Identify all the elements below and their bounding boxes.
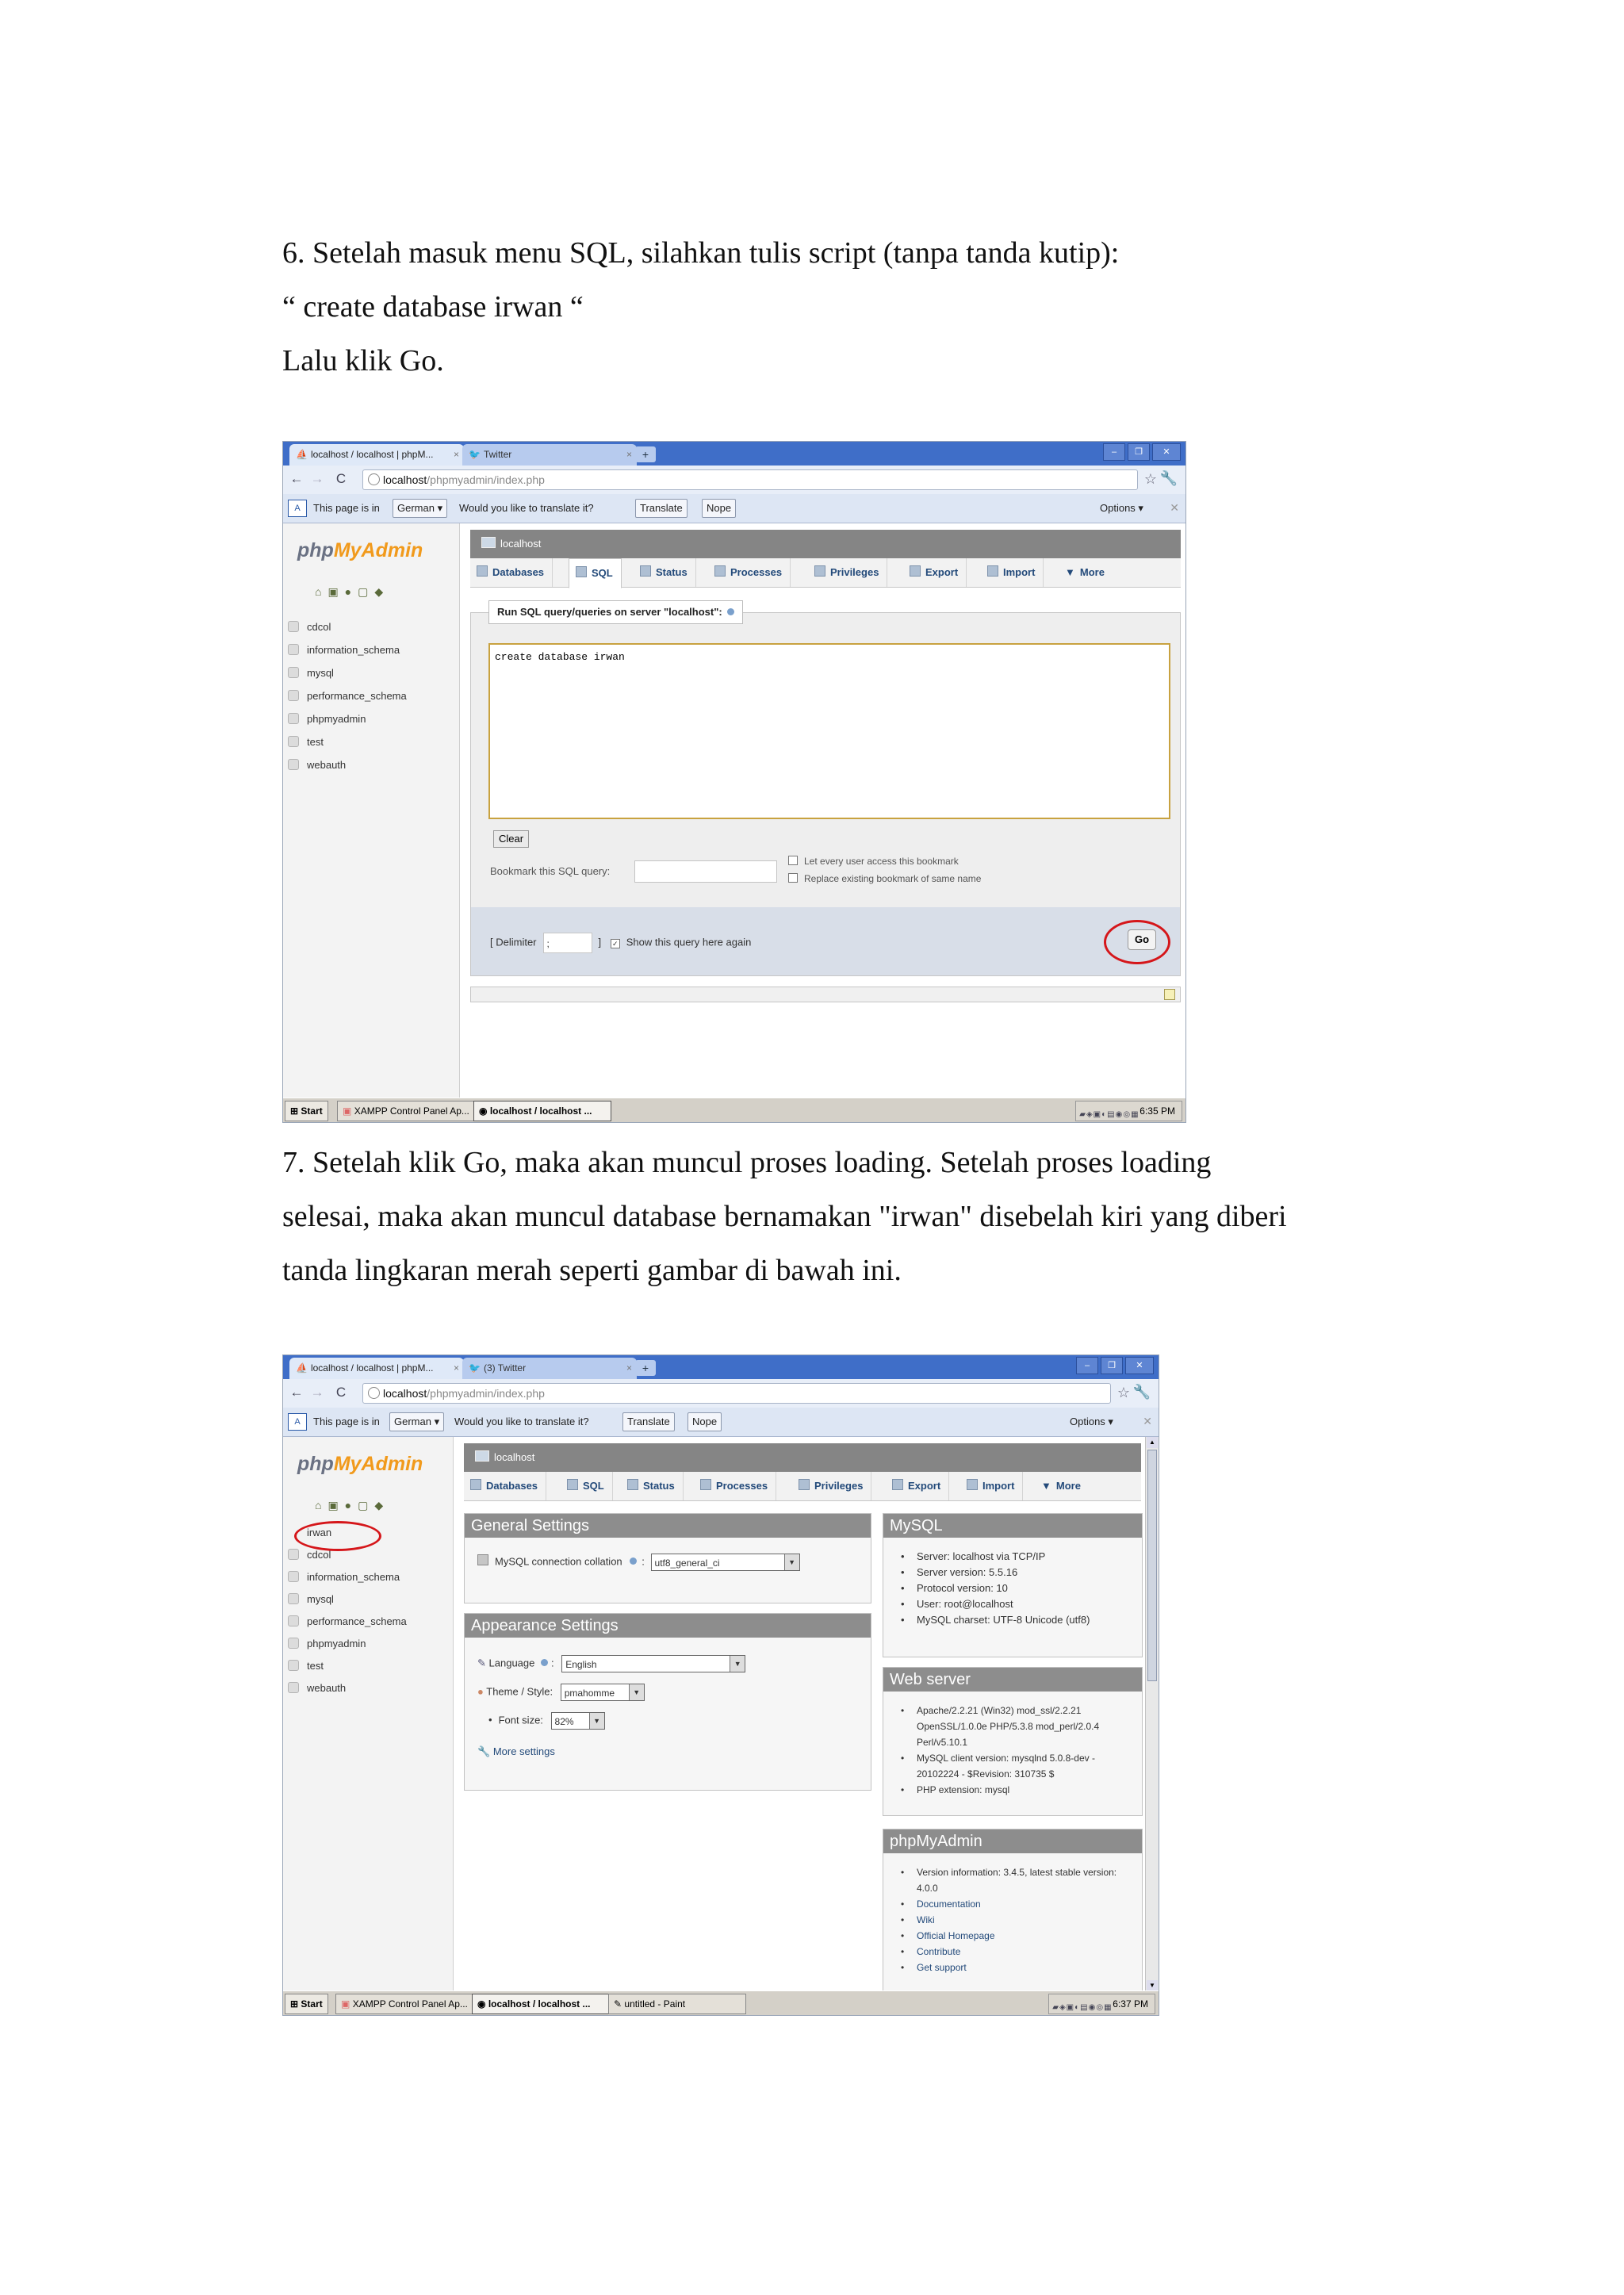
processes-icon xyxy=(714,565,726,577)
share-bookmark-checkbox[interactable] xyxy=(788,856,798,865)
reload-icon[interactable]: C xyxy=(335,471,347,486)
scroll-up-icon[interactable]: ▲ xyxy=(1147,1437,1158,1448)
collation-row: MySQL connection collation : utf8_general_ci ▼ xyxy=(477,1554,800,1571)
theme-row: ● Theme / Style: pmahomme ▼ xyxy=(477,1684,645,1701)
language-dropdown[interactable]: German ▾ xyxy=(389,1412,444,1431)
get-support-link[interactable]: • Get support xyxy=(901,1960,1134,1975)
chrome-icon: ◉ xyxy=(479,1105,488,1117)
minimize-icon[interactable]: – xyxy=(1103,443,1125,461)
tab-status[interactable]: Status xyxy=(621,1472,684,1500)
theme-select[interactable]: pmahomme ▼ xyxy=(561,1684,645,1701)
translate-button[interactable]: Translate xyxy=(622,1412,675,1431)
address-bar[interactable]: localhost/phpmyadmin/index.php xyxy=(362,469,1138,490)
windows-taskbar xyxy=(283,1990,1159,2015)
browser-tab-twitter[interactable]: 🐦 (3) Twitter × xyxy=(462,1358,637,1379)
databases-icon xyxy=(470,1479,481,1490)
translate-label: This page is in xyxy=(313,502,380,514)
phpmyadmin-page xyxy=(283,523,1185,1098)
options-dropdown[interactable]: Options ▾ xyxy=(1100,502,1143,514)
webserver-info-list xyxy=(901,1703,1134,1798)
databases-icon xyxy=(477,565,488,577)
notepad-icon[interactable] xyxy=(1164,989,1175,1000)
sidebar-db-item-irwan[interactable]: irwan xyxy=(307,1527,332,1538)
phpmyadmin-info-panel xyxy=(883,1829,1143,1997)
server-breadcrumb[interactable]: localhost xyxy=(464,1443,1141,1472)
phpmyadmin-info-list xyxy=(901,1864,1134,1975)
sidebar-db-item[interactable]: performance_schema xyxy=(288,1610,407,1632)
bookmark-star-icon[interactable]: ☆ xyxy=(1116,1385,1130,1400)
bookmark-star-icon[interactable]: ☆ xyxy=(1143,471,1157,487)
sidebar-toolbar-icons[interactable]: ⌂▣●▢◆ xyxy=(315,585,390,598)
twitter-bird-icon: 🐦 xyxy=(469,1362,481,1374)
help-icon[interactable] xyxy=(541,1659,548,1666)
page-info-icon xyxy=(368,1387,380,1399)
step6-instructions xyxy=(282,226,1392,388)
webserver-panel xyxy=(883,1667,1143,1816)
go-button[interactable]: Go xyxy=(1128,929,1156,950)
general-settings-panel xyxy=(464,1513,871,1603)
bookmark-label: Bookmark this SQL query: xyxy=(490,865,611,877)
scroll-down-icon[interactable]: ▼ xyxy=(1147,1980,1158,1991)
status-icon xyxy=(640,565,651,577)
mysql-title: MySQL xyxy=(883,1514,1142,1538)
webserver-info-item: • PHP extension: mysql xyxy=(901,1782,1134,1798)
sidebar-db-item[interactable]: cdcol xyxy=(288,1543,407,1565)
start-button[interactable]: ⊞ Start xyxy=(285,1101,328,1121)
phpmyadmin-page xyxy=(283,1437,1146,1991)
close-window-icon[interactable]: ✕ xyxy=(1152,443,1181,461)
translate-icon: A xyxy=(288,1413,307,1431)
tab-import[interactable]: Import xyxy=(960,1472,1023,1500)
show-query-checkbox[interactable]: ✓ xyxy=(611,939,620,948)
phpmyadmin-logo[interactable]: phpMyAdmin xyxy=(297,539,423,561)
clock: 6:35 PM xyxy=(1139,1105,1175,1117)
main-content xyxy=(464,1437,1141,1991)
wrench-small-icon: 🔧 xyxy=(477,1745,491,1757)
translate-label: This page is in xyxy=(313,1416,380,1427)
replace-bookmark-checkbox[interactable] xyxy=(788,873,798,883)
share-bookmark-checkbox-row[interactable]: Let every user access this bookmark xyxy=(788,856,959,867)
tab-databases[interactable]: Databases xyxy=(470,558,553,587)
browser-tabstrip xyxy=(283,442,1185,466)
step7-instructions xyxy=(282,1136,1392,1297)
database-icon xyxy=(288,644,299,655)
appearance-settings-title: Appearance Settings xyxy=(465,1614,871,1638)
back-arrow-icon[interactable]: ← xyxy=(289,1385,304,1400)
sidebar-db-item[interactable]: information_schema xyxy=(288,1565,407,1588)
page-info-icon xyxy=(368,473,380,485)
language-icon: ✎ xyxy=(477,1657,486,1669)
taskbar-item-browser[interactable]: ◉ localhost / localhost ... xyxy=(473,1101,611,1121)
reload-icon[interactable]: C xyxy=(335,1385,347,1400)
start-button[interactable]: ⊞ Start xyxy=(285,1994,328,2014)
page-scrollbar[interactable] xyxy=(1145,1437,1159,1991)
tab-status[interactable]: Status xyxy=(634,558,696,587)
translate-question: Would you like to translate it? xyxy=(454,1416,589,1427)
sidebar xyxy=(283,1437,454,1991)
sidebar-db-item[interactable]: phpmyadmin xyxy=(288,707,407,730)
go-bar xyxy=(470,907,1181,976)
sidebar-db-item[interactable]: performance_schema xyxy=(288,684,407,707)
privileges-icon xyxy=(814,565,825,577)
sidebar-db-item[interactable]: test xyxy=(288,1654,407,1676)
tab-more[interactable]: ▼ More xyxy=(1041,1480,1081,1492)
more-dropdown-icon: ▼ xyxy=(1065,566,1075,578)
database-icon xyxy=(288,1549,299,1560)
irwan-highlight-circle xyxy=(294,1521,381,1551)
language-row: ✎ Language : English ▼ xyxy=(477,1655,745,1672)
scrollbar-thumb[interactable] xyxy=(1147,1450,1157,1681)
tab-export[interactable]: Export xyxy=(903,558,967,587)
windows-logo-icon: ⊞ xyxy=(290,1105,299,1117)
database-icon xyxy=(288,1593,299,1604)
main-content xyxy=(470,523,1181,1098)
browser-tab-twitter[interactable]: 🐦 Twitter × xyxy=(462,444,637,466)
step7-line-1: 7. Setelah klik Go, maka akan muncul proses loading. Setelah proses loading xyxy=(282,1146,1212,1179)
clear-button[interactable]: Clear xyxy=(493,830,529,848)
replace-bookmark-checkbox-row[interactable]: Replace existing bookmark of same name xyxy=(788,873,981,884)
phpmyadmin-favicon-icon: ⛵ xyxy=(296,1362,308,1374)
minimize-icon[interactable]: – xyxy=(1076,1357,1098,1374)
tab-sql[interactable]: SQL xyxy=(561,1472,613,1500)
export-icon xyxy=(892,1479,903,1490)
processes-icon xyxy=(700,1479,711,1490)
tab-import[interactable]: Import xyxy=(981,558,1044,587)
step6-line-3: Lalu klik Go. xyxy=(282,344,444,377)
more-settings-row[interactable] xyxy=(477,1745,555,1758)
webserver-info-item: • Apache/2.2.21 (Win32) mod_ssl/2.2.21 OpenSSL/1.0.0e PHP/5.3.8 mod_perl/2.0.4 Perl/v5.10.1 xyxy=(901,1703,1134,1750)
infobar-close-icon[interactable]: ✕ xyxy=(1170,501,1179,514)
system-tray xyxy=(1048,1994,1155,2014)
tab-close-icon[interactable]: × xyxy=(626,449,632,460)
phpmyadmin-logo[interactable]: phpMyAdmin xyxy=(297,1453,423,1475)
database-icon xyxy=(288,667,299,678)
official-homepage-link[interactable]: • Official Homepage xyxy=(901,1928,1134,1944)
translate-icon: A xyxy=(288,500,307,517)
screenshot-database-created xyxy=(282,1354,1159,2016)
sidebar-db-item[interactable]: webauth xyxy=(288,1676,407,1699)
version-info: • Version information: 3.4.5, latest stable version: 4.0.0 xyxy=(901,1864,1134,1896)
infobar-close-icon[interactable]: ✕ xyxy=(1143,1415,1152,1427)
more-dropdown-icon: ▼ xyxy=(1041,1480,1051,1492)
sidebar-db-item[interactable]: phpmyadmin xyxy=(288,1632,407,1654)
sidebar-db-item[interactable]: cdcol xyxy=(288,615,407,638)
taskbar-item-paint[interactable]: ✎ untitled - Paint xyxy=(608,1994,746,2014)
tab-privileges[interactable]: Privileges xyxy=(792,1472,871,1500)
tray-icons[interactable]: ▰◈▣◐▤◉◎▦ xyxy=(1079,1110,1139,1119)
window-controls xyxy=(1074,1357,1154,1374)
server-icon xyxy=(475,1450,489,1462)
chrome-icon: ◉ xyxy=(477,1998,486,2010)
nope-button[interactable]: Nope xyxy=(702,499,736,518)
window-controls xyxy=(1101,443,1181,461)
taskbar-item-browser[interactable]: ◉ localhost / localhost ... xyxy=(472,1994,610,2014)
tab-sql[interactable]: SQL xyxy=(569,558,622,588)
database-icon xyxy=(288,621,299,632)
language-select[interactable]: English ▼ xyxy=(561,1655,745,1672)
tab-databases[interactable]: Databases xyxy=(464,1472,546,1500)
language-dropdown[interactable]: German ▾ xyxy=(393,499,447,518)
import-icon xyxy=(967,1479,978,1490)
browser-tabstrip xyxy=(283,1355,1159,1379)
documentation-link[interactable]: • Documentation xyxy=(901,1896,1134,1912)
restore-icon[interactable]: ❐ xyxy=(1101,1357,1123,1374)
wrench-icon[interactable]: 🔧 xyxy=(1132,1384,1151,1400)
privileges-icon xyxy=(799,1479,810,1490)
options-dropdown[interactable]: Options ▾ xyxy=(1070,1416,1113,1427)
tray-icons[interactable]: ▰◈▣◐▤◉◎▦ xyxy=(1052,2003,1113,2012)
server-icon xyxy=(481,537,496,548)
import-icon xyxy=(987,565,998,577)
database-icon xyxy=(288,690,299,701)
close-window-icon[interactable]: ✕ xyxy=(1125,1357,1154,1374)
sql-query-panel xyxy=(470,606,1181,909)
restore-icon[interactable]: ❐ xyxy=(1128,443,1150,461)
wrench-icon[interactable]: 🔧 xyxy=(1159,470,1178,486)
sidebar-db-item[interactable]: test xyxy=(288,730,407,753)
sidebar-db-item[interactable]: mysql xyxy=(288,661,407,684)
tab-privileges[interactable]: Privileges xyxy=(808,558,887,587)
top-menu-tabs xyxy=(464,1472,1141,1501)
export-icon xyxy=(910,565,921,577)
forward-arrow-icon[interactable]: → xyxy=(310,1385,324,1400)
go-highlight-circle xyxy=(1104,920,1170,964)
screenshot-sql-query xyxy=(282,441,1186,1123)
mysql-info-item: • User: root@localhost xyxy=(901,1596,1134,1612)
tab-close-icon[interactable]: × xyxy=(453,449,459,460)
bookmark-input[interactable] xyxy=(634,860,777,883)
tab-export[interactable]: Export xyxy=(886,1472,949,1500)
browser-tab-phpmyadmin[interactable]: ⛵ localhost / localhost | phpM... × xyxy=(289,1358,464,1379)
translate-question: Would you like to translate it? xyxy=(459,502,594,514)
appearance-settings-panel xyxy=(464,1613,871,1791)
top-menu-tabs xyxy=(470,558,1181,588)
back-arrow-icon[interactable]: ← xyxy=(289,471,304,486)
general-settings-title: General Settings xyxy=(465,1514,871,1538)
webserver-title: Web server xyxy=(883,1668,1142,1692)
tab-close-icon[interactable]: × xyxy=(453,1362,459,1374)
step6-line-2: “ create database irwan “ xyxy=(282,290,584,324)
xampp-icon: ▣ xyxy=(343,1105,352,1117)
database-icon xyxy=(288,736,299,747)
webserver-info-item: • MySQL client version: mysqlnd 5.0.8-dev - 20102224 - $Revision: 310735 $ xyxy=(901,1750,1134,1782)
windows-logo-icon: ⊞ xyxy=(290,1998,299,2010)
sql-icon xyxy=(567,1479,578,1490)
xampp-icon: ▣ xyxy=(341,1998,350,2010)
tab-processes[interactable]: Processes xyxy=(708,558,791,587)
new-tab-button[interactable]: + xyxy=(635,446,656,462)
system-tray xyxy=(1075,1101,1182,1121)
help-icon[interactable] xyxy=(630,1557,637,1565)
windows-taskbar xyxy=(283,1098,1185,1122)
twitter-bird-icon: 🐦 xyxy=(469,449,481,460)
wiki-link[interactable]: • Wiki xyxy=(901,1912,1134,1928)
sql-panel-legend: Run SQL query/queries on server "localhost": xyxy=(488,600,743,624)
database-icon xyxy=(288,1682,299,1693)
query-result-bar xyxy=(470,987,1181,1002)
more-settings-link[interactable]: More settings xyxy=(492,1745,555,1757)
phpmyadmin-favicon-icon: ⛵ xyxy=(296,449,308,460)
new-tab-button[interactable]: + xyxy=(635,1360,656,1376)
tab-more[interactable]: ▼ More xyxy=(1065,566,1105,578)
translate-infobar xyxy=(283,1408,1159,1437)
browser-tab-phpmyadmin[interactable]: ⛵ localhost / localhost | phpM... × xyxy=(289,444,464,466)
database-icon xyxy=(288,713,299,724)
browser-toolbar xyxy=(283,1379,1159,1408)
server-breadcrumb[interactable]: localhost xyxy=(470,530,1181,558)
browser-toolbar xyxy=(283,466,1185,495)
paint-icon: ✎ xyxy=(614,1998,622,2010)
font-size-select[interactable]: 82% ▼ xyxy=(551,1712,605,1730)
nope-button[interactable]: Nope xyxy=(688,1412,722,1431)
mysql-info-item: • Server version: 5.5.16 xyxy=(901,1565,1134,1580)
help-icon[interactable] xyxy=(727,608,734,615)
phpmyadmin-info-title: phpMyAdmin xyxy=(883,1829,1142,1853)
taskbar-item-xampp[interactable]: ▣ XAMPP Control Panel Ap... xyxy=(335,1994,473,2014)
mysql-info-list xyxy=(901,1549,1134,1628)
taskbar-item-xampp[interactable]: ▣ XAMPP Control Panel Ap... xyxy=(337,1101,475,1121)
sidebar-db-item[interactable]: webauth xyxy=(288,753,407,776)
translate-infobar xyxy=(283,494,1185,523)
database-icon xyxy=(288,1571,299,1582)
delimiter-row: [ Delimiter ; ] ✓ Show this query here again xyxy=(490,933,751,953)
font-size-row: • Font size: 82% ▼ xyxy=(488,1712,605,1730)
address-bar[interactable]: localhost/phpmyadmin/index.php xyxy=(362,1383,1111,1404)
sidebar xyxy=(283,523,460,1098)
delimiter-input[interactable]: ; xyxy=(543,933,592,953)
step7-line-2: selesai, maka akan muncul database bernamakan "irwan" disebelah kiri yang diberi xyxy=(282,1200,1287,1233)
forward-arrow-icon[interactable]: → xyxy=(310,471,324,486)
sidebar-db-item[interactable]: mysql xyxy=(288,1588,407,1610)
sql-icon xyxy=(576,566,587,577)
database-icon xyxy=(288,1660,299,1671)
database-icon xyxy=(288,1638,299,1649)
tab-processes[interactable]: Processes xyxy=(694,1472,776,1500)
translate-button[interactable]: Translate xyxy=(635,499,688,518)
mysql-info-item: • Server: localhost via TCP/IP xyxy=(901,1549,1134,1565)
clock: 6:37 PM xyxy=(1113,1998,1148,2010)
mysql-info-item: • Protocol version: 10 xyxy=(901,1580,1134,1596)
database-icon xyxy=(288,1615,299,1626)
mysql-info-item: • MySQL charset: UTF-8 Unicode (utf8) xyxy=(901,1612,1134,1628)
database-icon xyxy=(288,759,299,770)
sidebar-toolbar-icons[interactable]: ⌂▣●▢◆ xyxy=(315,1499,390,1511)
contribute-link[interactable]: • Contribute xyxy=(901,1944,1134,1960)
step7-line-3: tanda lingkaran merah seperti gambar di bawah ini. xyxy=(282,1254,902,1287)
collation-select[interactable]: utf8_general_ci ▼ xyxy=(651,1554,800,1571)
tab-close-icon[interactable]: × xyxy=(626,1362,632,1374)
collation-icon xyxy=(477,1554,488,1565)
step6-line-1: 6. Setelah masuk menu SQL, silahkan tulis script (tanpa tanda kutip): xyxy=(282,236,1120,270)
sql-query-textarea[interactable]: create database irwan xyxy=(488,643,1170,819)
database-list xyxy=(288,615,407,776)
status-icon xyxy=(627,1479,638,1490)
theme-icon: ● xyxy=(477,1685,484,1698)
mysql-panel xyxy=(883,1513,1143,1657)
sidebar-db-item[interactable]: information_schema xyxy=(288,638,407,661)
